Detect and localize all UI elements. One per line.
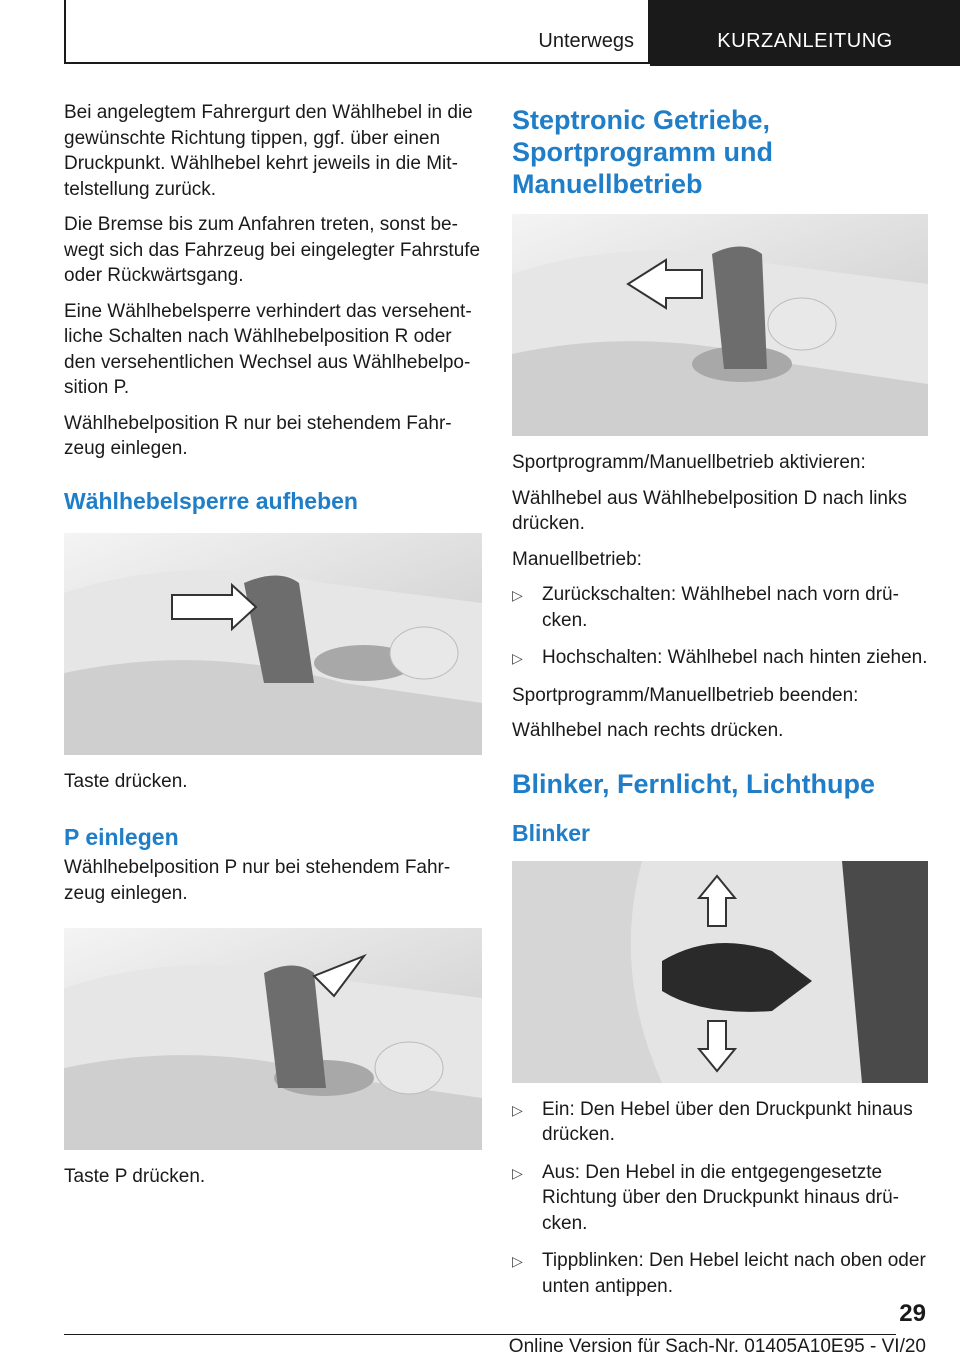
turn-signal-lever-illustration: [512, 861, 928, 1083]
list-item-text: Hochschalten: Wählhebel nach hinten ziehen.: [542, 647, 928, 668]
gear-lever-park-illustration: [64, 928, 482, 1150]
section-heading: Blinker: [512, 819, 590, 846]
paragraph: Manuellbetrieb:: [512, 548, 642, 570]
list-item: [512, 1097, 928, 1148]
triangle-right-icon: ▷: [512, 587, 523, 603]
paragraph: Eine Wählhebelsperre verhindert das versehentliche Schalten nach Wählhebelposition R oder den versehentlichen Wechsel aus Wählhebelposition P.: [64, 300, 472, 398]
triangle-right-icon: ▷: [512, 1164, 523, 1181]
paragraph: Sportprogramm/Manuellbetrieb beenden:: [512, 684, 859, 706]
list-item-text: Tippblinken: Den Hebel leicht nach oben oder unten antippen.: [542, 1250, 926, 1297]
footer-divider: [64, 1334, 896, 1335]
right-column: [512, 104, 928, 1311]
header-chapter-label: KURZANLEITUNG: [717, 30, 893, 52]
paragraph: Wählhebelposition R nur bei stehendem Fahrzeug einlegen.: [64, 412, 452, 459]
section-heading: P einlegen: [64, 824, 179, 850]
triangle-right-icon: ▷: [512, 1253, 523, 1269]
main-heading: Blinker, Fernlicht, Lichthupe: [512, 768, 876, 799]
paragraph: Bei angelegtem Fahrergurt den Wählhebel in die gewünschte Richtung tippen, ggf. über einen Druckpunkt. Wählhebel kehrt jeweils in die Mittelstellung zurück.: [64, 102, 473, 200]
list-item-text: Zurückschalten: Wählhebel nach vorn drücken.: [542, 584, 899, 631]
manual-mode-list: [512, 582, 928, 671]
list-item: [512, 1248, 928, 1299]
list-item: [512, 1160, 928, 1237]
online-version-note: Online Version für Sach-Nr. 01405A10E95 - VI/20: [508, 1336, 926, 1357]
figure-caption: Taste P drücken.: [64, 1166, 206, 1187]
triangle-right-icon: ▷: [512, 1101, 523, 1118]
header-section-tab: [64, 0, 650, 64]
paragraph: Wählhebel nach rechts drücken.: [512, 720, 784, 741]
main-heading: Steptronic Getriebe, Sportprogramm und Manuellbetrieb: [512, 105, 773, 199]
figure-caption: Taste drücken.: [64, 770, 188, 792]
paragraph: Die Bremse bis zum Anfahren treten, sonst bewegt sich das Fahrzeug bei eingelegter Fahrstufe oder Rückwärtsgang.: [64, 214, 481, 286]
turn-signal-list: [512, 1097, 928, 1300]
list-item: [512, 582, 928, 633]
paragraph: Wählhebelposition P nur bei stehendem Fahrzeug einlegen.: [64, 857, 451, 904]
section-heading: Wählhebelsperre aufheben: [64, 487, 358, 514]
list-item-text: Ein: Den Hebel über den Druckpunkt hinaus drücken.: [542, 1098, 913, 1145]
header-section-label: Unterwegs: [538, 30, 634, 52]
gear-lever-unlock-illustration: [64, 533, 482, 755]
paragraph: Sportprogramm/Manuellbetrieb aktivieren:: [512, 452, 866, 473]
paragraph: Wählhebel aus Wählhebelposition D nach links drücken.: [512, 487, 908, 534]
steptronic-illustration: [512, 214, 928, 436]
page-number: 29: [899, 1300, 926, 1327]
header-chapter-tab: [650, 0, 960, 66]
left-column: [64, 100, 482, 1200]
list-item: [512, 645, 928, 671]
triangle-right-icon: ▷: [512, 650, 523, 666]
list-item-text: Aus: Den Hebel in die entgegengesetzte Richtung über den Druckpunkt hinaus drücken.: [542, 1161, 899, 1234]
